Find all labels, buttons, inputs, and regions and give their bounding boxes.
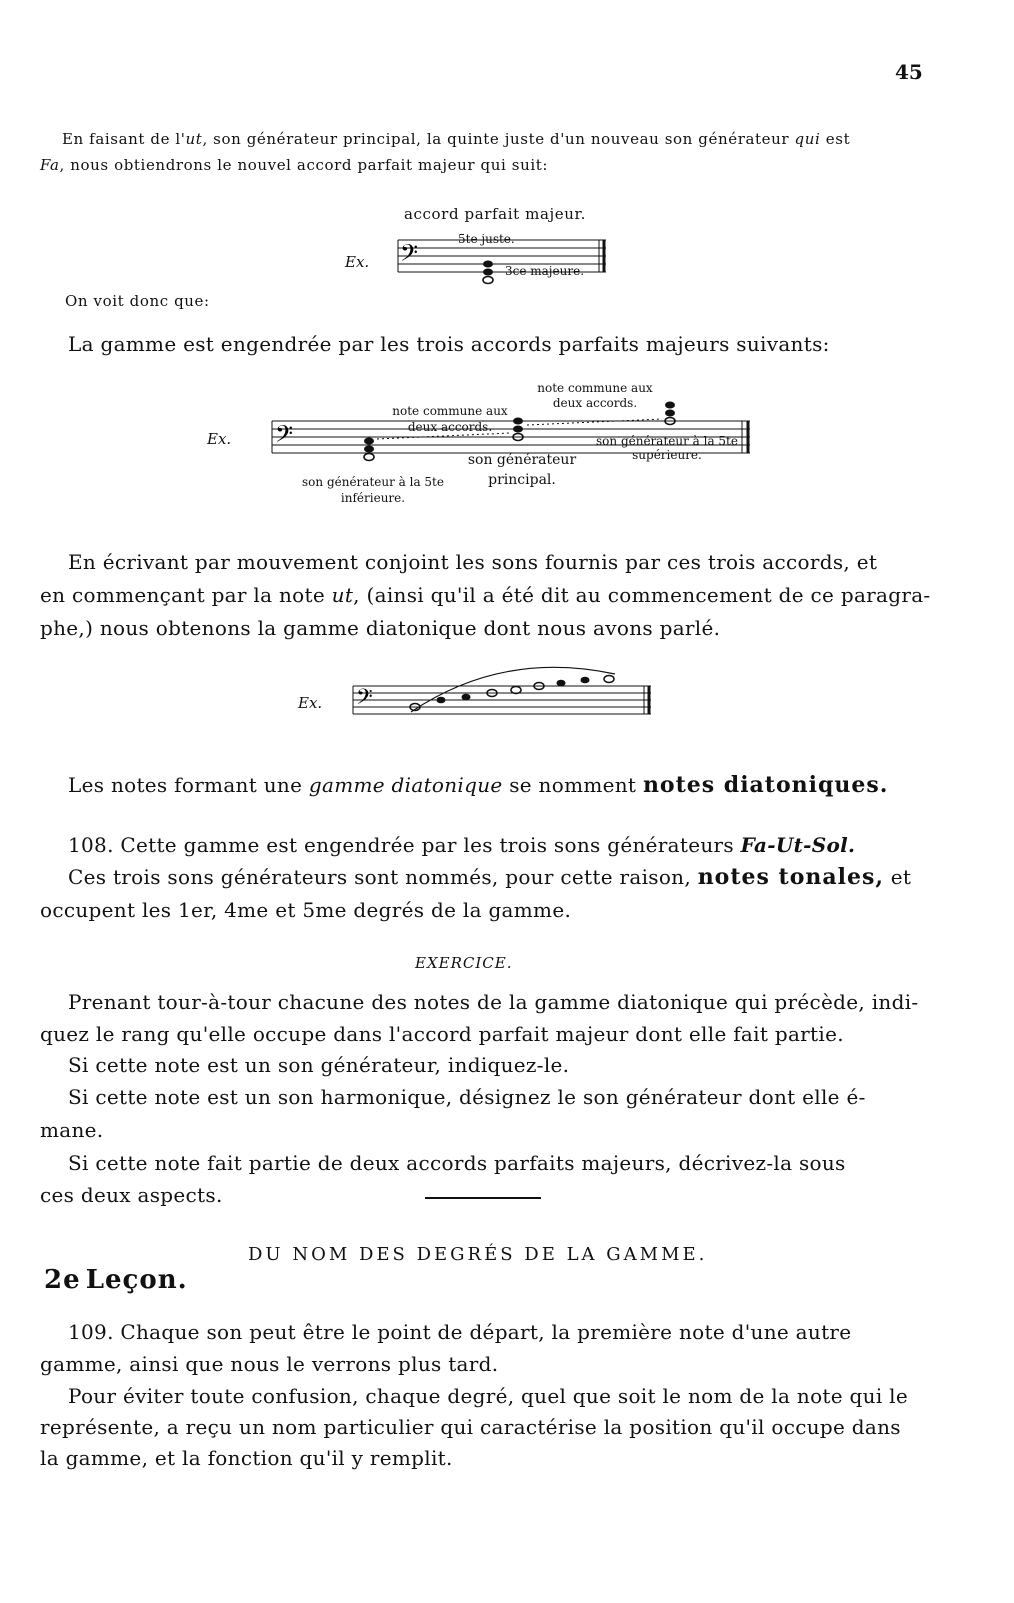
note-icon xyxy=(364,454,374,461)
note-icon xyxy=(665,410,675,417)
note-icon xyxy=(364,446,374,453)
note-icon xyxy=(581,677,590,684)
ex1-third-label: 3ce majeure. xyxy=(505,264,585,278)
lesson-heading: DU NOM DES DEGRÉS DE LA GAMME. xyxy=(248,1244,708,1265)
exercice-line-4: Si cette note est un son harmonique, désignez le son générateur dont elle é- xyxy=(68,1085,866,1109)
bass-clef-icon: 𝄢 xyxy=(400,239,419,272)
intro-text: En faisant de l' xyxy=(62,130,186,148)
intro-fa: Fa xyxy=(40,156,60,174)
nd-text: Les notes formant une xyxy=(68,773,309,797)
note-icon xyxy=(604,676,614,683)
para-ecrivant-2 xyxy=(40,583,931,607)
ex2-gen-inferieure: son générateur à la 5te inférieure. xyxy=(302,475,444,505)
note-icon xyxy=(665,402,675,409)
intro-ut: ut xyxy=(185,130,203,148)
nd-bold: notes diatoniques. xyxy=(642,772,889,798)
bass-clef-icon: 𝄢 xyxy=(356,685,373,715)
page-number: 45 xyxy=(895,60,923,84)
divider xyxy=(425,1197,541,1199)
p108-text: Ces trois sons générateurs sont nommés, pour cette raison, xyxy=(68,865,698,889)
intro-line-2 xyxy=(40,156,548,174)
exercice-title: EXERCICE. xyxy=(415,954,513,972)
p108-line-1 xyxy=(68,833,855,857)
para-text: en commençant par la note xyxy=(40,583,332,607)
note-icon xyxy=(483,269,493,276)
ex2-label: Ex. xyxy=(207,430,232,448)
p109-line-1: 109. Chaque son peut être le point de départ, la première note d'une autre xyxy=(68,1320,852,1344)
exercice-line-7: ces deux aspects. xyxy=(40,1183,223,1207)
ex2-common-right: note commune aux deux accords. xyxy=(537,381,653,410)
exercice-line-6: Si cette note fait partie de deux accords parfaits majeurs, décrivez-la sous xyxy=(68,1151,846,1175)
gamme-line: La gamme est engendrée par les trois accords parfaits majeurs suivants: xyxy=(68,332,830,356)
exercice-line-5: mane. xyxy=(40,1118,104,1142)
ex2-gen-principal: son générateur principal. xyxy=(467,452,577,488)
p108-line-3: occupent les 1er, 4me et 5me degrés de la gamme. xyxy=(40,898,572,922)
lecon-title xyxy=(44,1265,188,1295)
ex1-label: Ex. xyxy=(345,253,370,271)
intro-qui: qui xyxy=(794,130,821,148)
ex2-gen-superieure: son générateur à la 5te supérieure. xyxy=(596,434,738,462)
p109-line-3: Pour éviter toute confusion, chaque degré, quel que soit le nom de la note qui le xyxy=(68,1384,909,1408)
note-icon xyxy=(462,694,471,701)
note-icon xyxy=(513,426,523,433)
p108-line-2 xyxy=(68,864,911,890)
note-icon xyxy=(364,438,374,445)
note-icon xyxy=(513,418,523,425)
nd-gamme: gamme diatonique xyxy=(308,773,503,797)
lecon-number: 2e xyxy=(44,1265,81,1295)
note-icon xyxy=(511,687,521,694)
lecon-word: Leçon. xyxy=(85,1265,188,1295)
intro-text: , nous obtiendrons le nouvel accord parfait majeur qui suit: xyxy=(59,156,549,174)
exercice-line-1: Prenant tour-à-tour chacune des notes de la gamme diatonique qui précède, indi- xyxy=(68,990,919,1014)
exercice-line-3: Si cette note est un son générateur, indiquez-le. xyxy=(68,1053,570,1077)
p108-text: 108. Cette gamme est engendrée par les trois sons générateurs xyxy=(68,833,741,857)
p108-tonales: notes tonales, xyxy=(697,864,885,890)
note-icon xyxy=(483,277,493,284)
ex1-fifth-label: 5te juste. xyxy=(458,232,515,246)
para-ecrivant-3: phe,) nous obtenons la gamme diatonique dont nous avons parlé. xyxy=(40,616,721,640)
ex1-caption: accord parfait majeur. xyxy=(404,205,586,223)
p108-fa-ut-sol: Fa-Ut-Sol. xyxy=(740,833,856,857)
nd-text: se nomment xyxy=(502,773,643,797)
ex2-common-left: note commune aux deux accords. xyxy=(392,404,508,434)
note-icon xyxy=(483,261,493,268)
para-ecrivant-1: En écrivant par mouvement conjoint les sons fournis par ces trois accords, et xyxy=(68,550,878,574)
on-voit: On voit donc que: xyxy=(65,292,210,310)
note-icon xyxy=(437,697,446,704)
ex3-staff xyxy=(353,660,658,720)
p109-line-4: représente, a reçu un nom particulier qui caractérise la position qu'il occupe dans xyxy=(40,1415,901,1439)
intro-text: , son générateur principal, la quinte juste d'un nouveau son générateur xyxy=(202,130,795,148)
p109-line-5: la gamme, et la fonction qu'il y remplit. xyxy=(40,1446,453,1470)
ex3-label: Ex. xyxy=(298,694,323,712)
para-text: , (ainsi qu'il a été dit au commencement de ce paragra- xyxy=(353,583,931,607)
bass-clef-icon: 𝄢 xyxy=(275,420,294,453)
exercice-line-2: quez le rang qu'elle occupe dans l'accord parfait majeur dont elle fait partie. xyxy=(40,1022,844,1046)
intro-text: est xyxy=(820,130,851,148)
note-icon xyxy=(557,680,566,687)
notes-diatoniques-line xyxy=(68,772,888,798)
para-ut: ut xyxy=(331,583,354,607)
intro-line-1 xyxy=(62,130,850,148)
p108-text: et xyxy=(884,865,912,889)
p109-line-2: gamme, ainsi que nous le verrons plus tard. xyxy=(40,1352,499,1376)
